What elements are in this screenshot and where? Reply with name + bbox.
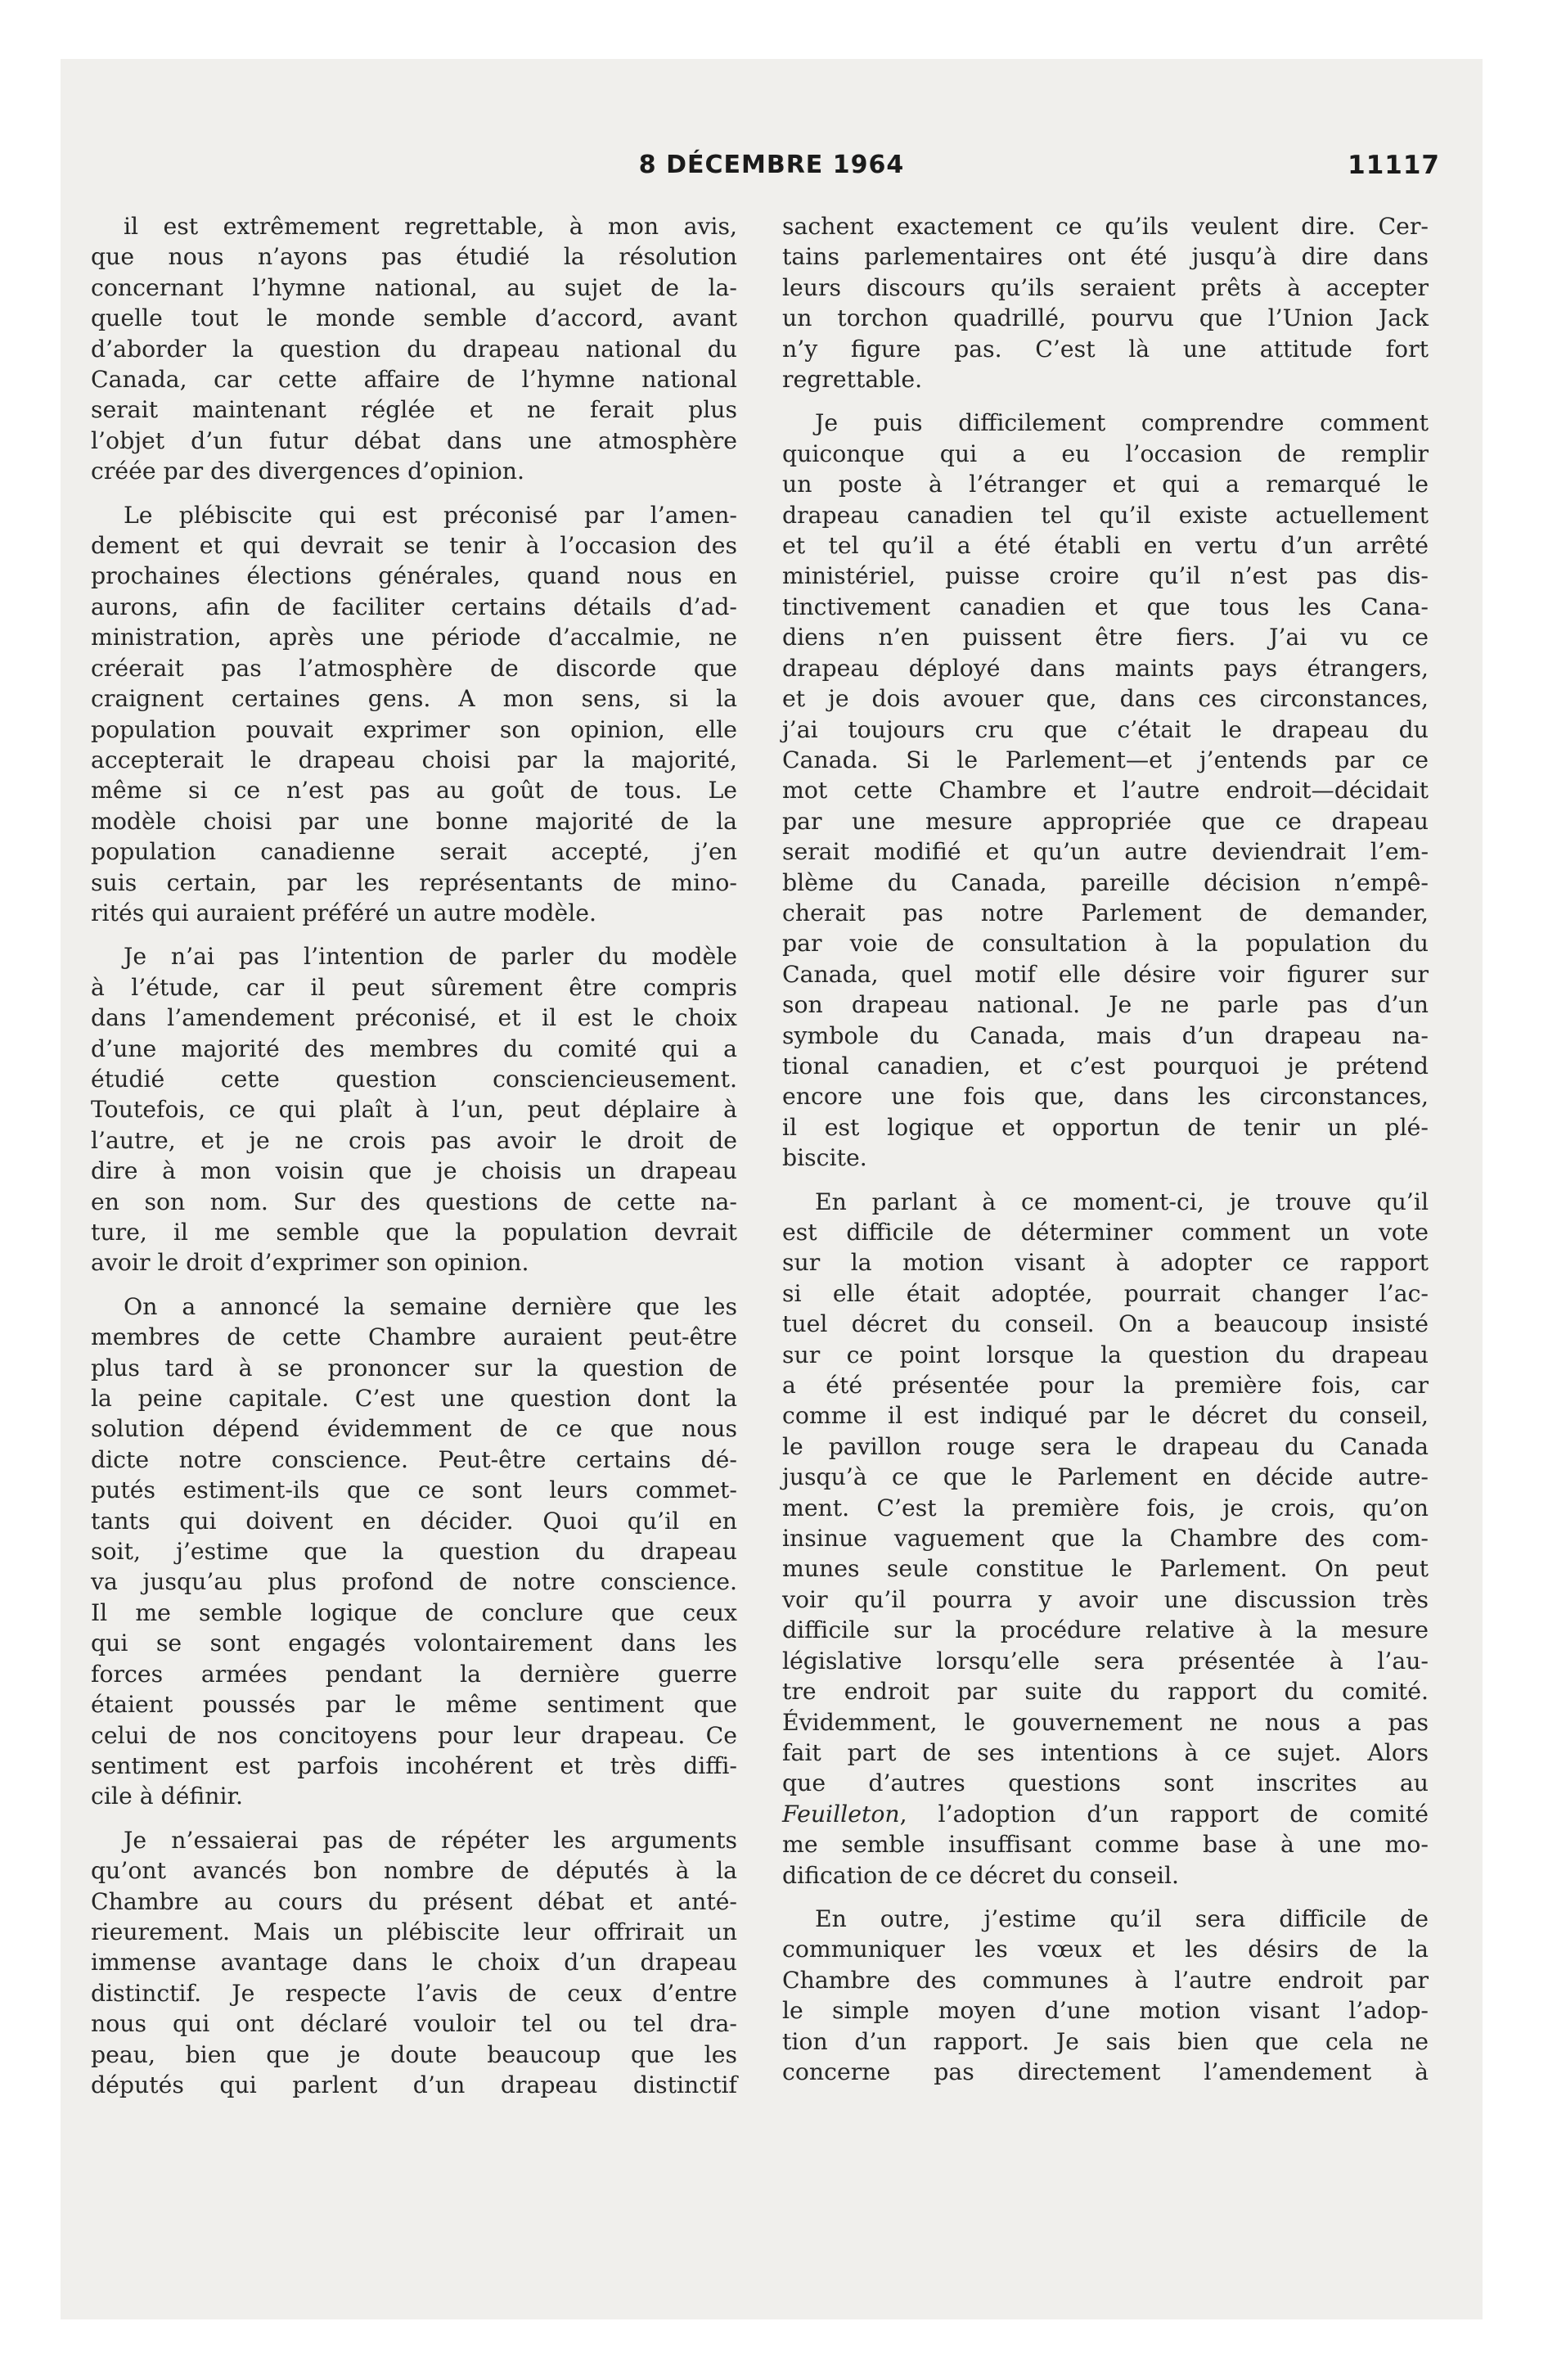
text-line: blème du Canada, pareille décision n’empê- [782, 868, 1429, 896]
text-line: En parlant à ce moment-ci, je trouve qu’il [815, 1188, 1429, 1215]
text-line: dification de ce décret du conseil. [782, 1861, 1180, 1889]
text-line: étaient poussés par le même sentiment que [91, 1691, 737, 1719]
text-line: sachent exactement ce qu’ils veulent dire. Cer- [782, 213, 1429, 240]
text-line: l’objet d’un futur débat dans une atmosphère [91, 426, 737, 454]
text-line: insinue vaguement que la Chambre des com- [782, 1525, 1429, 1553]
text-line: quelle tout le monde semble d’accord, avant [91, 304, 737, 332]
text-line: sur la motion visant à adopter ce rapport [782, 1249, 1429, 1277]
text-line: soit, j’estime que la question du drapeau [91, 1538, 737, 1566]
text-line: Chambre au cours du présent débat et anté- [91, 1887, 737, 1915]
text-line: population canadienne serait accepté, j’en [91, 838, 737, 866]
text-line: distinctif. Je respecte l’avis de ceux d’entre [91, 1979, 737, 2007]
text-line: si elle était adoptée, pourrait changer l’ac- [782, 1279, 1429, 1307]
text-line: tains parlementaires ont été jusqu’à dire dans [782, 243, 1429, 271]
text-line: forces armées pendant la dernière guerre [91, 1660, 737, 1688]
scanned-page [61, 59, 1483, 2319]
text-line: rités qui auraient préféré un autre modèle. [91, 899, 597, 926]
text-line: celui de nos concitoyens pour leur drapeau. Ce [91, 1721, 737, 1749]
text-line: accepterait le drapeau choisi par la majorité, [91, 746, 737, 773]
text-line: cile à définir. [91, 1783, 243, 1810]
paragraph-gap [782, 394, 1429, 408]
text-line: n’y figure pas. C’est là une attitude fort [782, 335, 1429, 363]
text-line: me semble insuffisant comme base à une mo- [782, 1831, 1429, 1859]
text-line: Je puis difficilement comprendre comment [815, 409, 1429, 437]
text-line: voir qu’il pourra y avoir une discussion très [782, 1585, 1429, 1613]
text-line: Canada, car cette affaire de l’hymne national [91, 366, 737, 394]
paragraph [91, 1291, 737, 1812]
text-line: mot cette Chambre et l’autre endroit—décidait [782, 777, 1429, 805]
text-line: et tel qu’il a été établi en vertu d’un arrêté [782, 532, 1429, 560]
text-line: dans l’amendement préconisé, et il est le choix [91, 1004, 737, 1032]
text-line: drapeau déployé dans maints pays étrangers, [782, 654, 1429, 682]
left-column [91, 211, 737, 2100]
text-line: fait part de ses intentions à ce sujet. Alors [782, 1738, 1429, 1766]
text-line: comme il est indiqué par le décret du conseil, [782, 1402, 1429, 1430]
text-line: craignent certaines gens. A mon sens, si la [91, 685, 737, 713]
text-line: l’autre, et je ne crois pas avoir le droit de [91, 1126, 737, 1154]
text-line: Toutefois, ce qui plaît à l’un, peut déplaire à [91, 1096, 737, 1124]
text-line: son drapeau national. Je ne parle pas d’un [782, 991, 1429, 1019]
text-line: Canada, quel motif elle désire voir figurer sur [782, 960, 1429, 988]
text-line: qu’ont avancés bon nombre de députés à la [91, 1857, 737, 1885]
text-line: et je dois avouer que, dans ces circonstances, [782, 685, 1429, 713]
text-line: créée par des divergences d’opinion. [91, 458, 524, 485]
text-line: le simple moyen d’une motion visant l’adop- [782, 1997, 1429, 2025]
text-line: ministration, après une période d’accalmie, ne [91, 624, 737, 651]
text-line: membres de cette Chambre auraient peut-être [91, 1323, 737, 1351]
paragraph-gap [91, 487, 737, 500]
text-line: Canada. Si le Parlement—et j’entends par ce [782, 746, 1429, 773]
paragraph-gap [91, 1278, 737, 1291]
text-line: drapeau canadien tel qu’il existe actuellement [782, 501, 1429, 529]
text-line: que d’autres questions sont inscrites au [782, 1769, 1429, 1797]
text-line: munes seule constitue le Parlement. On peut [782, 1555, 1429, 1583]
text-line: Le plébiscite qui est préconisé par l’amen- [124, 501, 737, 529]
text-line: difficile sur la procédure relative à la mesure [782, 1616, 1429, 1644]
text-line: biscite. [782, 1144, 867, 1172]
text-line: députés qui parlent d’un drapeau distinctif [91, 2071, 737, 2098]
text-line: plus tard à se prononcer sur la question de [91, 1354, 737, 1382]
text-line: ture, il me semble que la population devrait [91, 1219, 737, 1246]
text-line: Je n’ai pas l’intention de parler du modèle [124, 943, 737, 971]
text-line: dire à mon voisin que je choisis un drapeau [91, 1157, 737, 1185]
text-line: Feuilleton, l’adoption d’un rapport de comité [782, 1800, 1429, 1828]
text-line: d’une majorité des membres du comité qui a [91, 1034, 737, 1062]
text-line: étudié cette question consciencieusement. [91, 1065, 737, 1093]
text-line: sentiment est parfois incohérent et très diffi- [91, 1751, 737, 1779]
text-line: concerne pas directement l’amendement à [782, 2058, 1429, 2085]
text-line: même si ce n’est pas au goût de tous. Le [91, 777, 737, 805]
text-line: putés estiment-ils que ce sont leurs commet- [91, 1476, 737, 1504]
text-line: la peine capitale. C’est une question dont la [91, 1385, 737, 1413]
text-line: nous qui ont déclaré vouloir tel ou tel dra- [91, 2010, 737, 2038]
text-line: rieurement. Mais un plébiscite leur offrirait un [91, 1918, 737, 1945]
text-line: avoir le droit d’exprimer son opinion. [91, 1249, 529, 1277]
text-line: en son nom. Sur des questions de cette na- [91, 1188, 737, 1215]
text-line: modèle choisi par une bonne majorité de la [91, 807, 737, 835]
text-line: législative lorsqu’elle sera présentée à l’au- [782, 1647, 1429, 1675]
text-line: On a annoncé la semaine dernière que les [124, 1292, 737, 1320]
text-line: tants qui doivent en décider. Quoi qu’il en [91, 1507, 737, 1535]
text-line: d’aborder la question du drapeau national du [91, 335, 737, 363]
paragraph [782, 1904, 1429, 2087]
text-line: Évidemment, le gouvernement ne nous a pas [782, 1708, 1429, 1736]
text-line: concernant l’hymne national, au sujet de la- [91, 273, 737, 301]
text-line: leurs discours qu’ils seraient prêts à accepter [782, 273, 1429, 301]
text-line: dement et qui devrait se tenir à l’occasion des [91, 532, 737, 560]
paragraph-gap [782, 1891, 1429, 1904]
text-line: prochaines élections générales, quand nous en [91, 562, 737, 590]
text-line: ment. C’est la première fois, je crois, qu’on [782, 1494, 1429, 1521]
text-line: Je n’essaierai pas de répéter les arguments [124, 1826, 737, 1854]
paragraph [91, 211, 737, 487]
text-line: tion d’un rapport. Je sais bien que cela ne [782, 2027, 1429, 2055]
text-line: communiquer les vœux et les désirs de la [782, 1936, 1429, 1963]
text-line: un torchon quadrillé, pourvu que l’Union Jack [782, 304, 1429, 332]
text-line: regrettable. [782, 366, 923, 394]
right-column [782, 211, 1429, 2087]
paragraph [91, 1825, 737, 2101]
text-line: serait modifié et qu’un autre deviendrait l’em- [782, 838, 1429, 866]
text-line: encore une fois que, dans les circonstances, [782, 1083, 1429, 1111]
text-line: ministériel, puisse croire qu’il n’est pas dis- [782, 562, 1429, 590]
text-line: par une mesure appropriée que ce drapeau [782, 807, 1429, 835]
paragraph-gap [91, 1812, 737, 1825]
text-line: tional canadien, et c’est pourquoi je prétend [782, 1052, 1429, 1080]
header-page-number: 11117 [1348, 151, 1440, 180]
text-line: créerait pas l’atmosphère de discorde que [91, 654, 737, 682]
text-line: suis certain, par les représentants de mino- [91, 868, 737, 896]
text-line: immense avantage dans le choix d’un drapeau [91, 1949, 737, 1977]
text-line: Chambre des communes à l’autre endroit par [782, 1966, 1429, 1994]
text-line: En outre, j’estime qu’il sera difficile de [815, 1904, 1429, 1932]
text-line: quiconque qui a eu l’occasion de remplir [782, 439, 1429, 467]
paragraph-gap [782, 1174, 1429, 1187]
text-line: sur ce point lorsque la question du drapeau [782, 1341, 1429, 1368]
text-line: j’ai toujours cru que c’était le drapeau du [782, 715, 1429, 743]
text-line: il est logique et opportun de tenir un plé- [782, 1113, 1429, 1141]
header-date: 8 DÉCEMBRE 1964 [638, 151, 905, 179]
text-line: symbole du Canada, mais d’un drapeau na- [782, 1021, 1429, 1049]
text-line: il est extrêmement regrettable, à mon avis, [124, 213, 737, 240]
text-line: est difficile de déterminer comment un vote [782, 1219, 1429, 1246]
text-line: un poste à l’étranger et qui a remarqué le [782, 471, 1429, 498]
text-line: le pavillon rouge sera le drapeau du Canada [782, 1432, 1429, 1460]
text-line: solution dépend évidemment de ce que nous [91, 1415, 737, 1443]
text-line: serait maintenant réglée et ne ferait plus [91, 396, 737, 424]
text-line: peau, bien que je doute beaucoup que les [91, 2040, 737, 2068]
text-line: aurons, afin de faciliter certains détails d’ad- [91, 593, 737, 620]
text-line: qui se sont engagés volontairement dans les [91, 1629, 737, 1657]
text-line: que nous n’ayons pas étudié la résolution [91, 243, 737, 271]
paragraph [91, 500, 737, 929]
text-line: cherait pas notre Parlement de demander, [782, 899, 1429, 926]
text-line: a été présentée pour la première fois, car [782, 1372, 1429, 1400]
text-line: à l’étude, car il peut sûrement être compris [91, 973, 737, 1001]
page-header [61, 151, 1483, 183]
paragraph [782, 211, 1429, 394]
text-line: population pouvait exprimer son opinion, elle [91, 715, 737, 743]
text-line: diens n’en puissent être fiers. J’ai vu ce [782, 624, 1429, 651]
italic-word: Feuilleton [782, 1800, 900, 1828]
text-line: tinctivement canadien et que tous les Cana- [782, 593, 1429, 620]
text-line: tuel décret du conseil. On a beaucoup insisté [782, 1310, 1429, 1338]
paragraph-gap [91, 928, 737, 941]
paragraph [782, 1187, 1429, 1891]
text-line: dicte notre conscience. Peut-être certains dé- [91, 1445, 737, 1473]
text-line: va jusqu’au plus profond de notre conscience. [91, 1568, 737, 1596]
text-line: par voie de consultation à la population du [782, 930, 1429, 958]
paragraph [91, 941, 737, 1278]
text-line: tre endroit par suite du rapport du comité. [782, 1678, 1429, 1706]
text-line: jusqu’à ce que le Parlement en décide autre- [782, 1463, 1429, 1491]
paragraph [782, 408, 1429, 1173]
text-line: Il me semble logique de conclure que ceux [91, 1598, 737, 1626]
